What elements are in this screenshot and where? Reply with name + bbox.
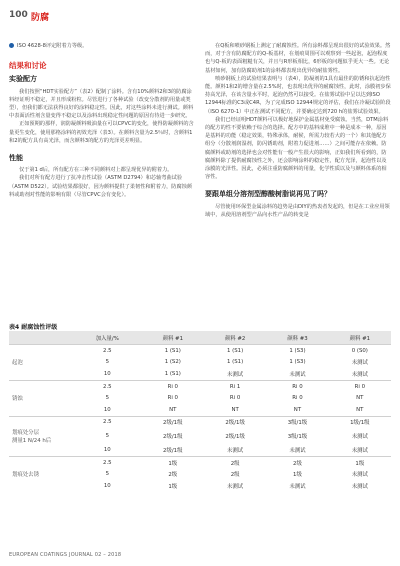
right-column <box>205 42 391 219</box>
rating-cell: Ri 1 <box>204 380 266 392</box>
dosage-cell: 10 <box>103 482 111 489</box>
rating-cell: 未测试 <box>289 483 306 490</box>
page-number: 100 <box>9 10 28 20</box>
row-group-label <box>9 480 73 492</box>
dosage-cell: 2.5 <box>73 345 142 357</box>
rating-cell: 未测试 <box>227 447 244 454</box>
rating-cell: 2级 <box>168 472 178 479</box>
dosage-cell: 2.5 <box>73 456 142 468</box>
rating-cell: 未测试 <box>351 472 368 479</box>
dosage-cell: 5 <box>105 359 110 366</box>
table-row <box>9 368 391 380</box>
rating-cell: Ri 0 <box>292 395 303 402</box>
table-header-cell: 颜料 #1 <box>142 331 204 345</box>
dosage-cell: 2.5 <box>73 416 142 428</box>
table-row <box>9 416 391 428</box>
rating-cell: Ri 0 <box>329 380 391 392</box>
dosage-cell: 10 <box>103 370 111 377</box>
rating-cell: NT <box>356 395 364 402</box>
right-paragraph-2: 喷砂钢板上的试验结果表明与（表4），防凝剂的1具有最佳的防锈和抗起泡性能。颜料1和2的增含量在2.5%时，也表现出优异的耐腐蚀性，此时，涂膜初步保持高光泽，在该含量水平时，起泡仍然可以接受。在盐雾试验中呈以达到ISO 12944标准的C3或C4R，为了完成ISO 12944规定的评估，我们在冷凝试验阶段（ISO 6270-1）中正在测试不同配方，并要确定达到720 h的盐雾试验效果。 <box>205 75 391 115</box>
table-row <box>9 392 391 404</box>
table-row <box>9 456 391 468</box>
right-paragraph-1: 在Q板和喷砂钢板上测定了耐腐蚀性。所有涂料都呈现出很好的试验效果。然而，对于含有防腐配方的Q-板基材，在划痕周围可以观察到一些起泡，起泡程度也与Q-板的表面粗糙有关，并且与R形板相比，6形板的问题似乎更大一些。无论基材如何，加有防腐助剂1的涂料都表现出优异的耐盐雾性。 <box>205 43 391 74</box>
rating-cell: 2级/1级 <box>225 434 245 441</box>
rating-cell: 未测试 <box>227 371 244 378</box>
row-group-label: 划痕处分层 测量1 N/24 h后 <box>12 430 52 445</box>
table-row <box>9 357 391 369</box>
table-row <box>9 428 391 444</box>
alkyd-heading: 要跟单组分溶剂型醇酸树脂说再见了吗？ <box>205 190 331 199</box>
rating-cell: 2级 <box>230 472 240 479</box>
table-row <box>9 380 391 392</box>
row-group-label <box>9 345 73 357</box>
rating-cell: 未测试 <box>351 360 368 367</box>
rating-cell: 未测试 <box>289 371 306 378</box>
journal-footer: EUROPEAN COATINGS JOURNAL 02 – 2018 <box>9 552 122 558</box>
rating-cell: 1 (S1) <box>204 345 266 357</box>
results-heading: 结果和讨论 <box>9 61 47 71</box>
row-group-label <box>9 416 73 428</box>
rating-cell: 3级/1级 <box>266 416 328 428</box>
rating-cell: NT <box>169 406 177 413</box>
rating-cell: 1 (S3) <box>289 359 306 366</box>
rating-cell: Ri 0 <box>142 380 204 392</box>
row-group-label <box>9 444 73 456</box>
corrosion-rating-table <box>9 331 391 492</box>
bullet-paragraph <box>9 42 195 50</box>
rating-cell: 2级/1级 <box>163 447 183 454</box>
rating-cell: 未测试 <box>351 447 368 454</box>
rating-cell: 1 (S1) <box>142 345 204 357</box>
bullet-icon <box>9 43 14 48</box>
rating-cell: NT <box>231 406 239 413</box>
bullet-text: ISO 4628-8评定附着力等级。 <box>17 43 88 49</box>
performance-paragraph-1: 仅于第1 d后，所有配方在三种不同颜料对上都呈现优异的附着力。 <box>19 167 173 174</box>
rating-cell: 未测试 <box>227 483 244 490</box>
right-paragraph-3: 我们已经证明HDT颜料可以极好地保护金属基材免受腐蚀。当然，DTM涂料的配方的性不要依赖于综合的选择。配方中的基料成堆中一种是成本一种，原因是基料的功能（稳定效果，特殊承体，耐候，所需力较若大的一个）和其他配方组分（分散剂润湿剂，防闪锈助剂，附着力促进剂……）之间可能存在依赖。防腐颜料或助剂的选择也会对性能有一般产生很大的影响，正如我们所看到的，防腐颜料除了提供耐腐蚀性之外，还会影响涂料的稳定性，配方光泽，起泡性以及涂膜的光泽性。因此，必须注重防腐颜料的用量，化学性质以及与颜料体系的相容性。 <box>205 116 389 181</box>
rating-cell: 1级 <box>168 483 178 490</box>
performance-paragraph-2: 我们对所有配方进行了抗冲击性试验（ASTM D2794）和芯轴弯曲试验（ASTM D522）。试验结果都很好，因为颜料提供了柔韧性和附着力，防腐蚀颜料或助剂对性能的影响有限（尽管CPVC会有变化）。 <box>9 175 193 198</box>
rating-cell: 2级/1级 <box>163 434 183 441</box>
table-row <box>9 480 391 492</box>
rating-cell: 1 (S1) <box>227 359 244 366</box>
row-group-label: 起泡 <box>12 360 23 367</box>
rating-cell: 未测试 <box>351 434 368 441</box>
row-group-label: 锈蚀 <box>12 396 23 403</box>
performance-heading: 性能 <box>9 154 23 163</box>
rating-cell: 0 (S0) <box>329 345 391 357</box>
rating-cell: 未测试 <box>351 371 368 378</box>
table-header-cell: 颜料 #2 <box>204 331 266 345</box>
rating-cell: 未测试 <box>289 447 306 454</box>
dosage-cell: 5 <box>105 471 110 478</box>
rating-cell: NT <box>293 406 302 413</box>
dosage-cell: 10 <box>103 446 111 453</box>
row-group-label <box>9 404 73 416</box>
table-row <box>9 404 391 416</box>
row-group-label <box>9 456 73 468</box>
table-header-row <box>9 331 391 345</box>
rating-cell: Ri 0 <box>167 395 178 402</box>
rating-cell: NT <box>356 406 364 413</box>
table-body <box>9 345 391 492</box>
rating-cell: 2级 <box>266 456 328 468</box>
row-group-label: 划痕处去锈 <box>12 472 39 479</box>
rating-cell: 1级/1级 <box>329 416 391 428</box>
table-header-cell <box>9 331 73 345</box>
formulation-heading: 实验配方 <box>9 75 37 84</box>
dosage-cell: 5 <box>105 395 110 402</box>
table-row <box>9 468 391 480</box>
rating-cell: 1 (S2) <box>164 359 181 366</box>
row-group-label <box>9 368 73 380</box>
rating-cell: 1级 <box>329 456 391 468</box>
rating-cell: Ri 0 <box>229 395 241 402</box>
table-header-cell: 颜料 #3 <box>266 331 328 345</box>
rating-cell: 2级/1级 <box>204 416 266 428</box>
dosage-cell: 10 <box>103 406 111 413</box>
rating-cell: Ri 0 <box>266 380 328 392</box>
table-title: 表4 耐腐蚀性评级 <box>9 324 58 331</box>
rating-cell: 1 (S3) <box>266 345 328 357</box>
dosage-cell: 2.5 <box>73 380 142 392</box>
rating-cell: 2级 <box>204 456 266 468</box>
rating-cell: 1 (S1) <box>164 370 181 377</box>
table-row <box>9 444 391 456</box>
dosage-cell: 5 <box>105 433 110 440</box>
rating-cell: 未测试 <box>351 483 368 490</box>
right-paragraph-4: 尽管使用环保型金属涂料的趋势是由DIY的热衷者发起的，但是在工业应用领域中，从使用溶剂型产品向水性产品的转变是 <box>205 203 390 218</box>
section-title: 防腐 <box>31 13 50 23</box>
table-row <box>9 345 391 357</box>
row-group-label <box>9 380 73 392</box>
formulation-paragraph-2: 正如预期的那样，润防凝颜料吸油量在可以CPVC的变化，使得防凝颜料的含量更生变化，使用那格涂料的初效光泽（表3）。在颜料含量为2.5％时，含颜料1和2的配方具有高光泽，而含颜料3的配方的光泽更差明显。 <box>9 121 194 144</box>
rating-cell: 3级/1级 <box>287 434 308 441</box>
rating-cell: 1级 <box>293 472 302 479</box>
rating-cell: 2级/1级 <box>142 416 204 428</box>
formulation-paragraph-1: 我们按照“HDT实验配方”（表2）配制了涂料。含有10%颜料2和3的防腐涂料经证明不稳定，并且形成粉粒。尽管进行了各种试验（改变分散剂的用量或类型），但我们都无法获得良好的涂料稳定性。因此，对这些涂料未进行测试。颜料中表面活性剂含量变得不稳定以及涂料出现稳定性问题的原因有待进一步研究。 <box>9 88 194 120</box>
rating-cell: 1级 <box>142 456 204 468</box>
table-header-cell: 加入量/% <box>73 331 142 345</box>
left-column <box>9 42 195 199</box>
table-header-cell: 颜料 #1 <box>329 331 391 345</box>
